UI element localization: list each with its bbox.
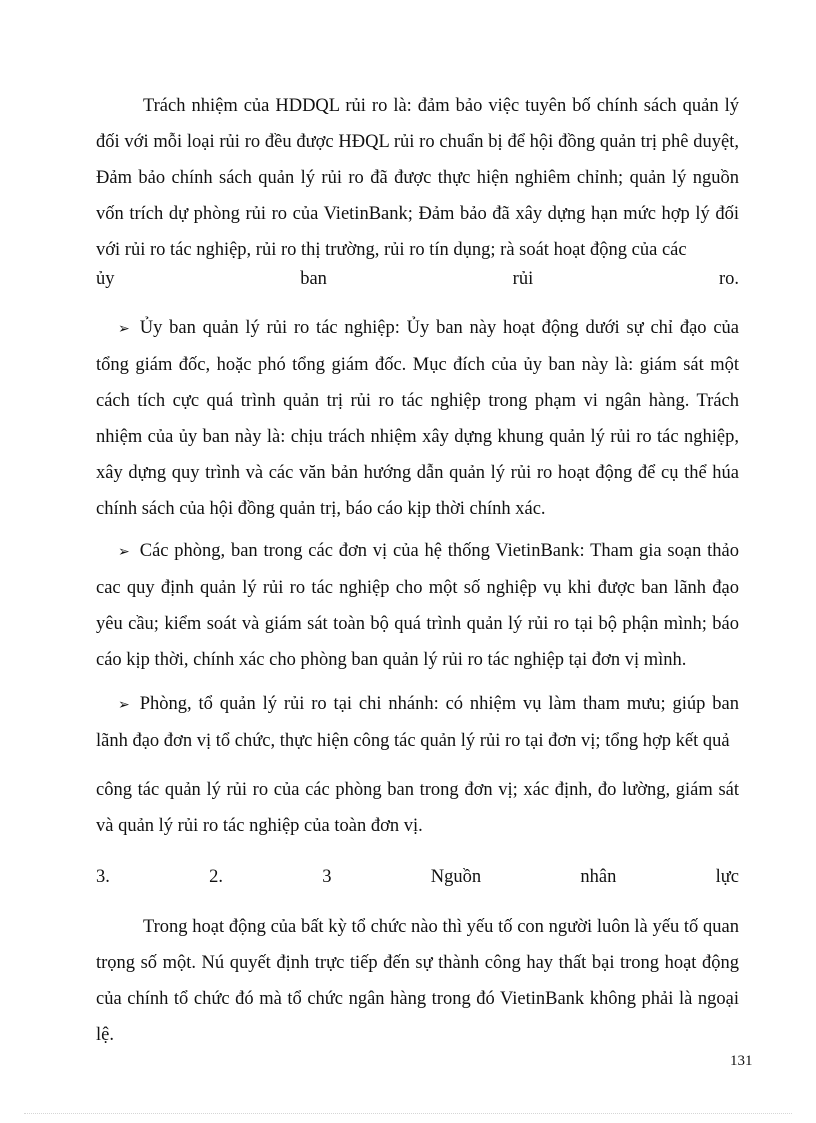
bullet-text: Ủy ban quản lý rủi ro tác nghiệp: Ủy ban này hoạt động dưới sự chỉ đạo của tổng giám đốc, hoặc phó tổng giám đốc. Mục đích của ủy ban này là: giám sát một cách tích cực quá trình quản trị rủi ro tác nghiệp trong phạm vi ngân hàng. Trách nhiệm của ủy ban này là: chịu trách nhiệm xây dựng khung quản lý rủi ro tác nghiệp, xây dựng quy trình và các văn bản hướng dẫn quản lý rủi ro hoạt động để cụ thể húa chính sách của hội đồng quản trị, báo cáo kịp thời chính xác. (96, 318, 739, 519)
last-line-word: rủi (512, 269, 534, 289)
last-line-word: ro. (718, 269, 739, 289)
paragraph-hdql-responsibilities: Trách nhiệm của HDDQL rủi ro là: đảm bảo việc tuyên bố chính sách quản lý đối với mỗi loại rủi ro đều được HĐQL rủi ro chuẩn bị để hội đồng quản trị phê duyệt, Đảm bảo chính sách quản lý rủi ro đã được thực hiện nghiêm chỉnh; quản lý nguồn vốn trích dự phòng rủi ro của VietinBank; Đảm bảo đã xây dựng hạn mức hợp lý đối với rủi ro tác nghiệp, rủi ro thị trường, rủi ro tín dụng; rà soát hoạt động của các (96, 96, 739, 260)
paragraph-branch-continued: công tác quản lý rủi ro của các phòng ban trong đơn vị; xác định, đo lường, giám sát và quản lý rủi ro tác nghiệp của toàn đơn vị. (96, 780, 739, 836)
bullet-operational-risk-committee (96, 310, 739, 527)
bullet-branch-risk-office (96, 686, 739, 759)
page-bottom-divider (24, 1113, 792, 1114)
bullet-departments (96, 533, 739, 678)
arrow-bullet-icon: ➢ (118, 697, 130, 713)
paragraph-human-factor: Trong hoạt động của bất kỳ tổ chức nào thì yếu tố con người luôn là yếu tố quan trọng số một. Nú quyết định trực tiếp đến sự thành công hay thất bại trong hoạt động của chính tổ chức đó mà tổ chức ngân hàng trong đó VietinBank không phải là ngoại lệ. (96, 917, 739, 1045)
bullet-text: Các phòng, ban trong các đơn vị của hệ thống VietinBank: Tham gia soạn thảo cac quy định quản lý rủi ro tác nghiệp cho một số nghiệp vụ khi được ban lãnh đạo yêu cầu; kiểm soát và giám sát toàn bộ quá trình quản lý rủi ro tại bộ phận mình; báo cáo kịp thời, chính xác cho phòng ban quản lý rủi ro tác nghiệp tại đơn vị mình. (96, 541, 739, 670)
last-line-word: ban (300, 269, 327, 289)
heading-word: lực (715, 867, 739, 887)
section-heading-human-resources (96, 859, 739, 895)
arrow-bullet-icon: ➢ (118, 544, 130, 560)
heading-word: 3 (322, 867, 332, 887)
bullet-text: Phòng, tổ quản lý rủi ro tại chi nhánh: có nhiệm vụ làm tham mưu; giúp ban lãnh đạo đơn vị tổ chức, thực hiện công tác quản lý rủi ro tại đơn vị; tổng hợp kết quả (96, 694, 739, 751)
arrow-bullet-icon: ➢ (118, 321, 130, 337)
heading-word: 3. (96, 867, 110, 887)
heading-word: nhân (580, 867, 617, 887)
page-number: 131 (730, 1053, 753, 1069)
heading-word: Nguồn (430, 867, 482, 887)
heading-word: 2. (209, 867, 223, 887)
paragraph-hdql-last-line (96, 261, 739, 297)
last-line-word: ủy (96, 269, 115, 289)
